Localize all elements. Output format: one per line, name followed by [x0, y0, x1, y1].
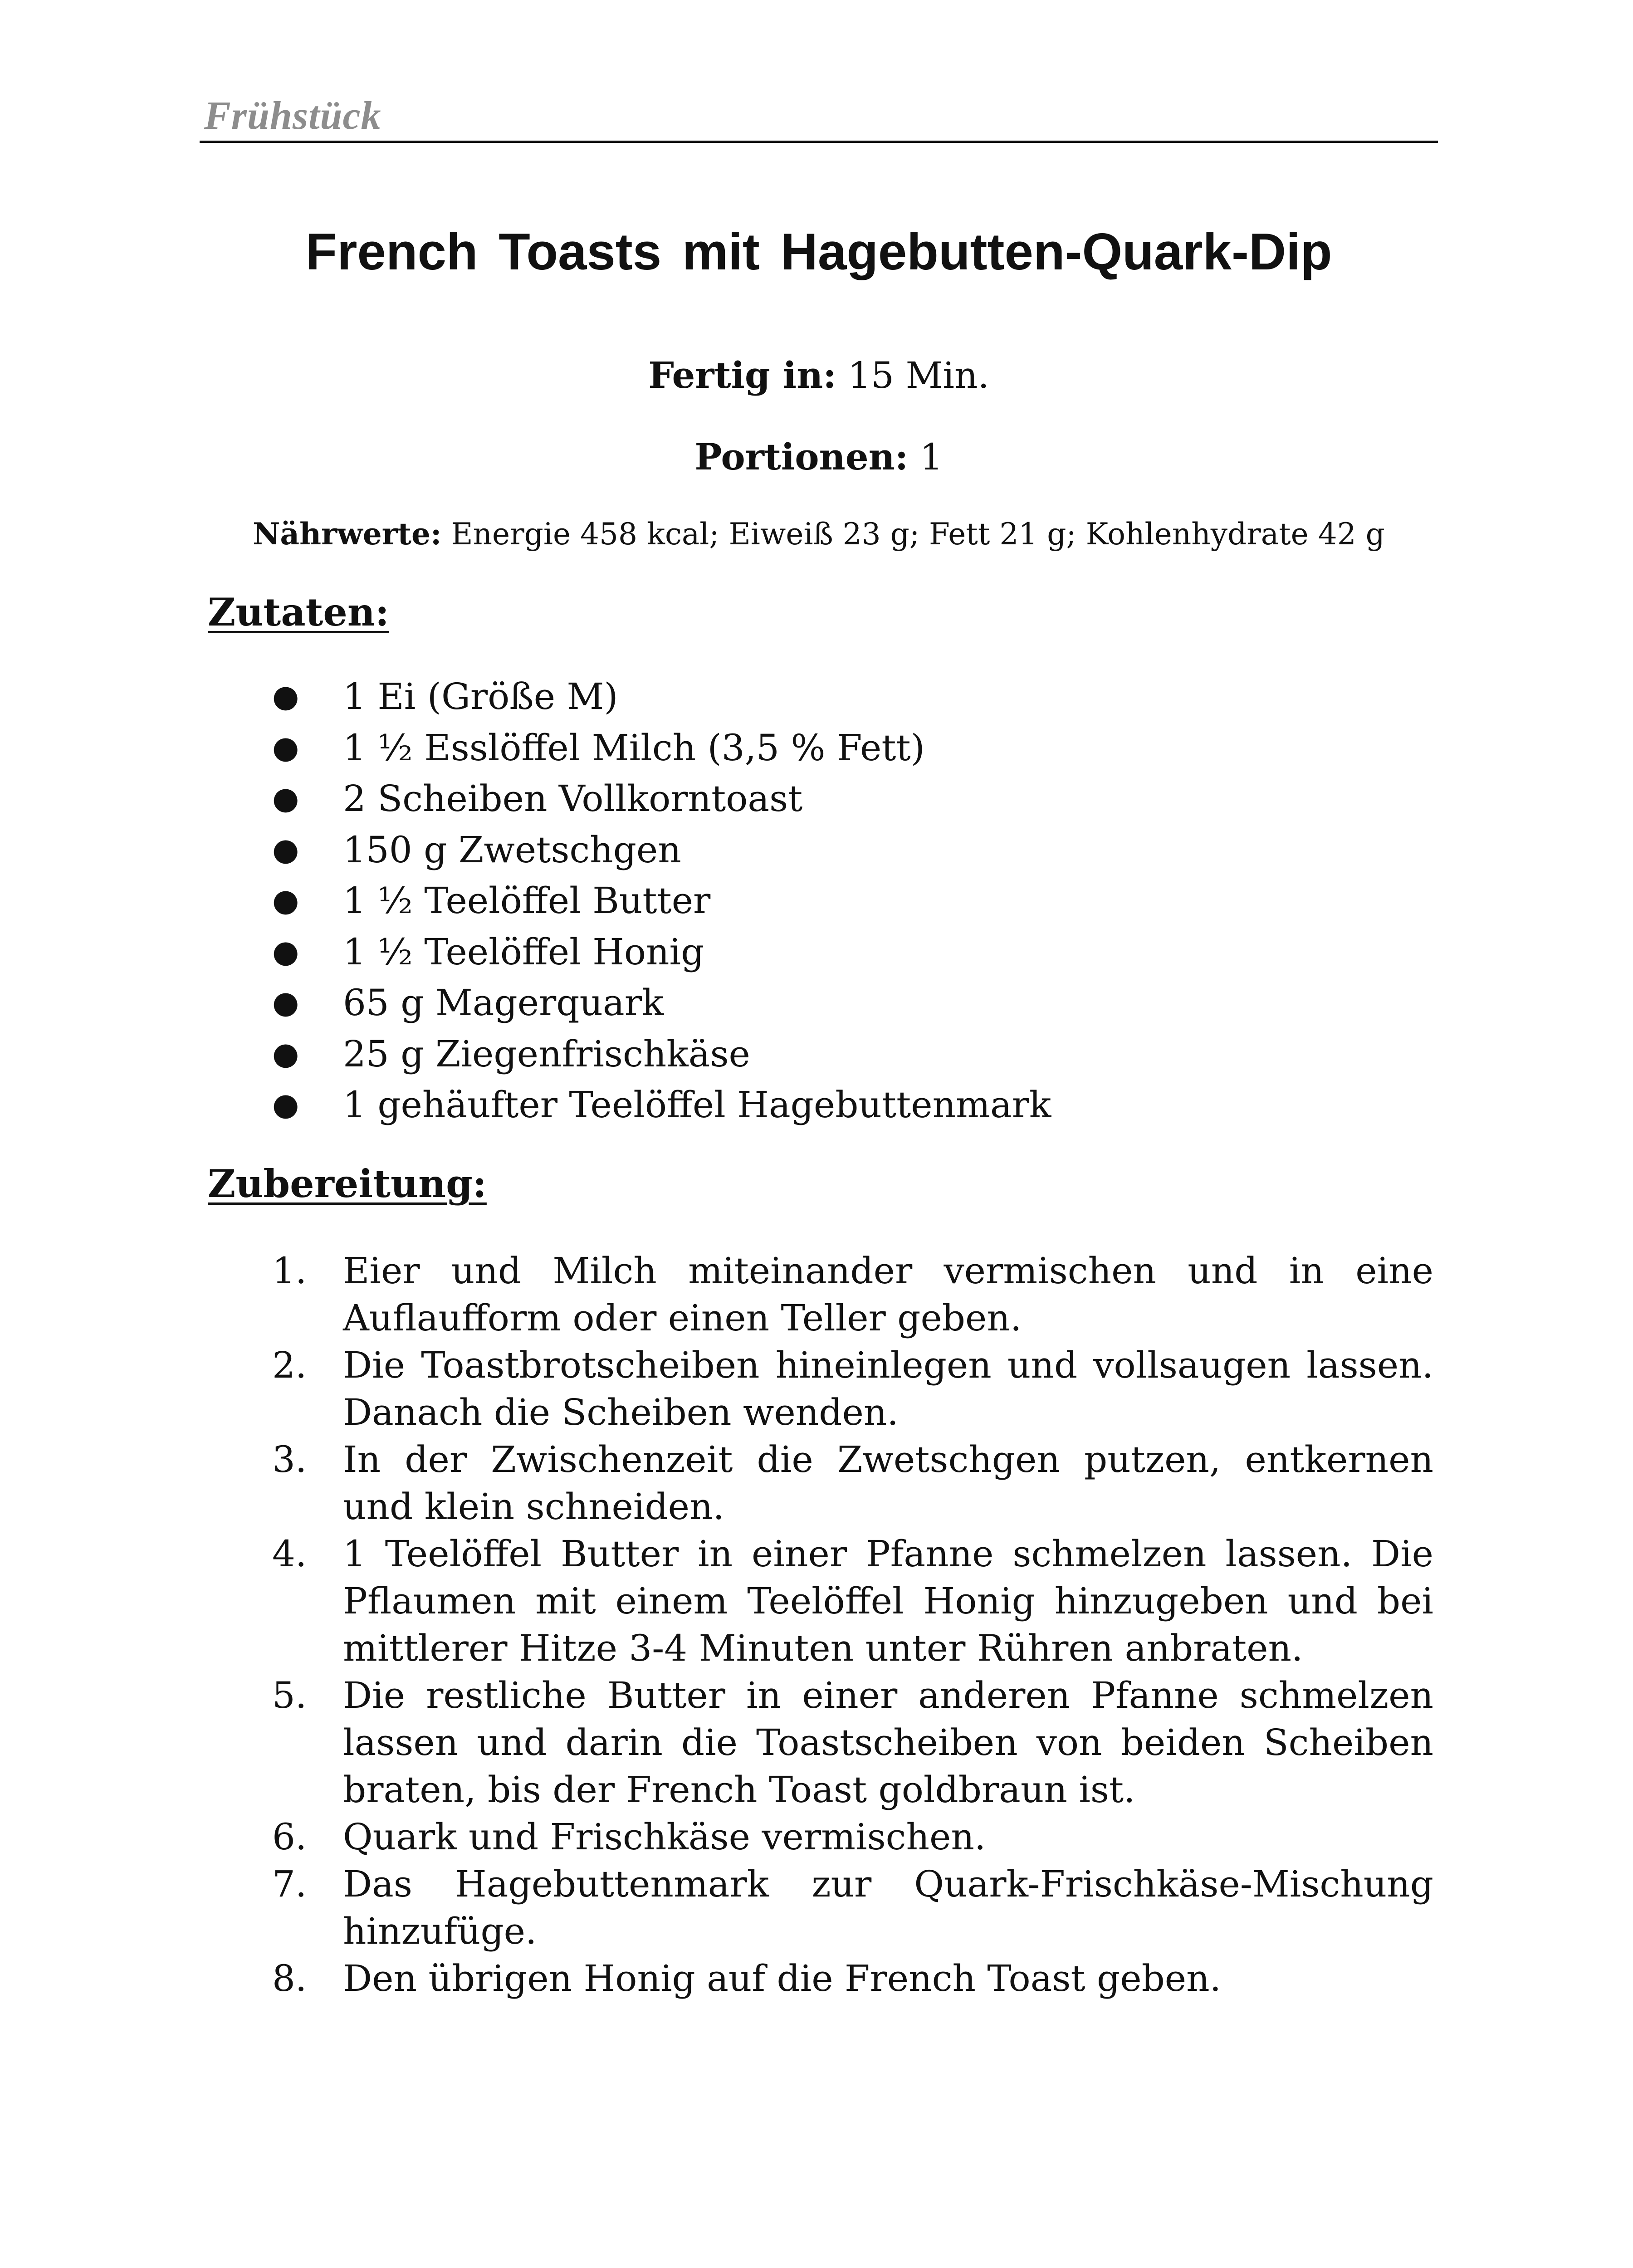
step-number: 8. [272, 1957, 307, 1999]
step-item [272, 1955, 1433, 2002]
step-item [272, 1342, 1433, 1436]
prep-time [200, 354, 1438, 396]
ingredient-item: ● 1 gehäufter Teelöffel Hagebuttenmark [272, 1080, 1433, 1131]
step-item [272, 1861, 1433, 1955]
step-text: Eier und Milch miteinander vermischen und in eine Auflaufform oder einen Teller geben. [343, 1250, 1433, 1339]
bullet-icon: ● [272, 831, 299, 868]
portions-value: 1 [919, 436, 943, 478]
bullet-icon: ● [272, 934, 299, 970]
step-item [272, 1672, 1433, 1813]
bullet-icon: ● [272, 729, 299, 766]
bullet-icon: ● [272, 883, 299, 919]
step-item [272, 1813, 1433, 1861]
step-text: 1 Teelöffel Butter in einer Pfanne schmelzen lassen. Die Pflaumen mit einem Teelöffel Honig hinzugeben und bei mittlerer Hitze 3-4 Minuten unter Rühren anbraten. [343, 1533, 1433, 1669]
step-text: In der Zwischenzeit die Zwetschgen putzen, entkernen und klein schneiden. [343, 1438, 1433, 1528]
ingredient-item: ● 65 g Magerquark [272, 978, 1433, 1029]
bullet-icon: ● [272, 679, 299, 714]
step-text: Die restliche Butter in einer anderen Pfanne schmelzen lassen und darin die Toastscheiben von beiden Scheiben braten, bis der French Toast goldbraun ist. [343, 1674, 1433, 1811]
step-number: 1. [272, 1250, 307, 1292]
bullet-icon: ● [272, 781, 299, 816]
ingredient-item: ● 1 Ei (Größe M) [272, 671, 1433, 723]
running-head: Frühstück [204, 94, 381, 138]
ingredient-item: ● 2 Scheiben Vollkorntoast [272, 773, 1433, 825]
bullet-icon: ● [272, 1087, 299, 1123]
step-number: 7. [272, 1863, 307, 1905]
step-number: 5. [272, 1674, 307, 1716]
step-item [272, 1530, 1433, 1672]
ingredients-list [272, 671, 1433, 1131]
ingredients-heading: Zutaten: [208, 590, 389, 635]
ingredient-item: ● 1 ½ Esslöffel Milch (3,5 % Fett) [272, 723, 1433, 774]
steps-list [272, 1247, 1433, 2002]
step-number: 2. [272, 1344, 307, 1386]
step-number: 6. [272, 1816, 307, 1858]
ingredient-item: ● 1 ½ Teelöffel Honig [272, 927, 1433, 978]
steps-heading: Zubereitung: [208, 1161, 487, 1206]
step-number: 4. [272, 1533, 307, 1575]
ingredient-item: ● 150 g Zwetschgen [272, 825, 1433, 876]
bullet-icon: ● [272, 985, 299, 1021]
prep-time-label: Fertig in: [648, 354, 836, 396]
header-rule [200, 141, 1438, 143]
portions [200, 435, 1438, 478]
step-text: Quark und Frischkäse vermischen. [343, 1816, 986, 1858]
step-item [272, 1247, 1433, 1342]
step-item [272, 1436, 1433, 1530]
step-text: Den übrigen Honig auf die French Toast geben. [343, 1957, 1222, 1999]
step-text: Das Hagebuttenmark zur Quark-Frischkäse-Mischung hinzufüge. [343, 1863, 1433, 1952]
ingredient-item: ● 25 g Ziegenfrischkäse [272, 1029, 1433, 1080]
nutrition-info [200, 516, 1438, 552]
step-text: Die Toastbrotscheiben hineinlegen und vollsaugen lassen. Danach die Scheiben wenden. [343, 1344, 1433, 1433]
ingredient-item: ● 1 ½ Teelöffel Butter [272, 875, 1433, 927]
prep-time-value: 15 Min. [848, 354, 989, 396]
bullet-icon: ● [272, 1036, 299, 1072]
step-number: 3. [272, 1438, 307, 1481]
nutrition-label: Nährwerte: [253, 516, 442, 552]
portions-label: Portionen: [694, 435, 909, 478]
recipe-title: French Toasts mit Hagebutten-Quark-Dip [305, 223, 1332, 281]
nutrition-value: Energie 458 kcal; Eiweiß 23 g; Fett 21 g; Kohlenhydrate 42 g [451, 517, 1385, 552]
